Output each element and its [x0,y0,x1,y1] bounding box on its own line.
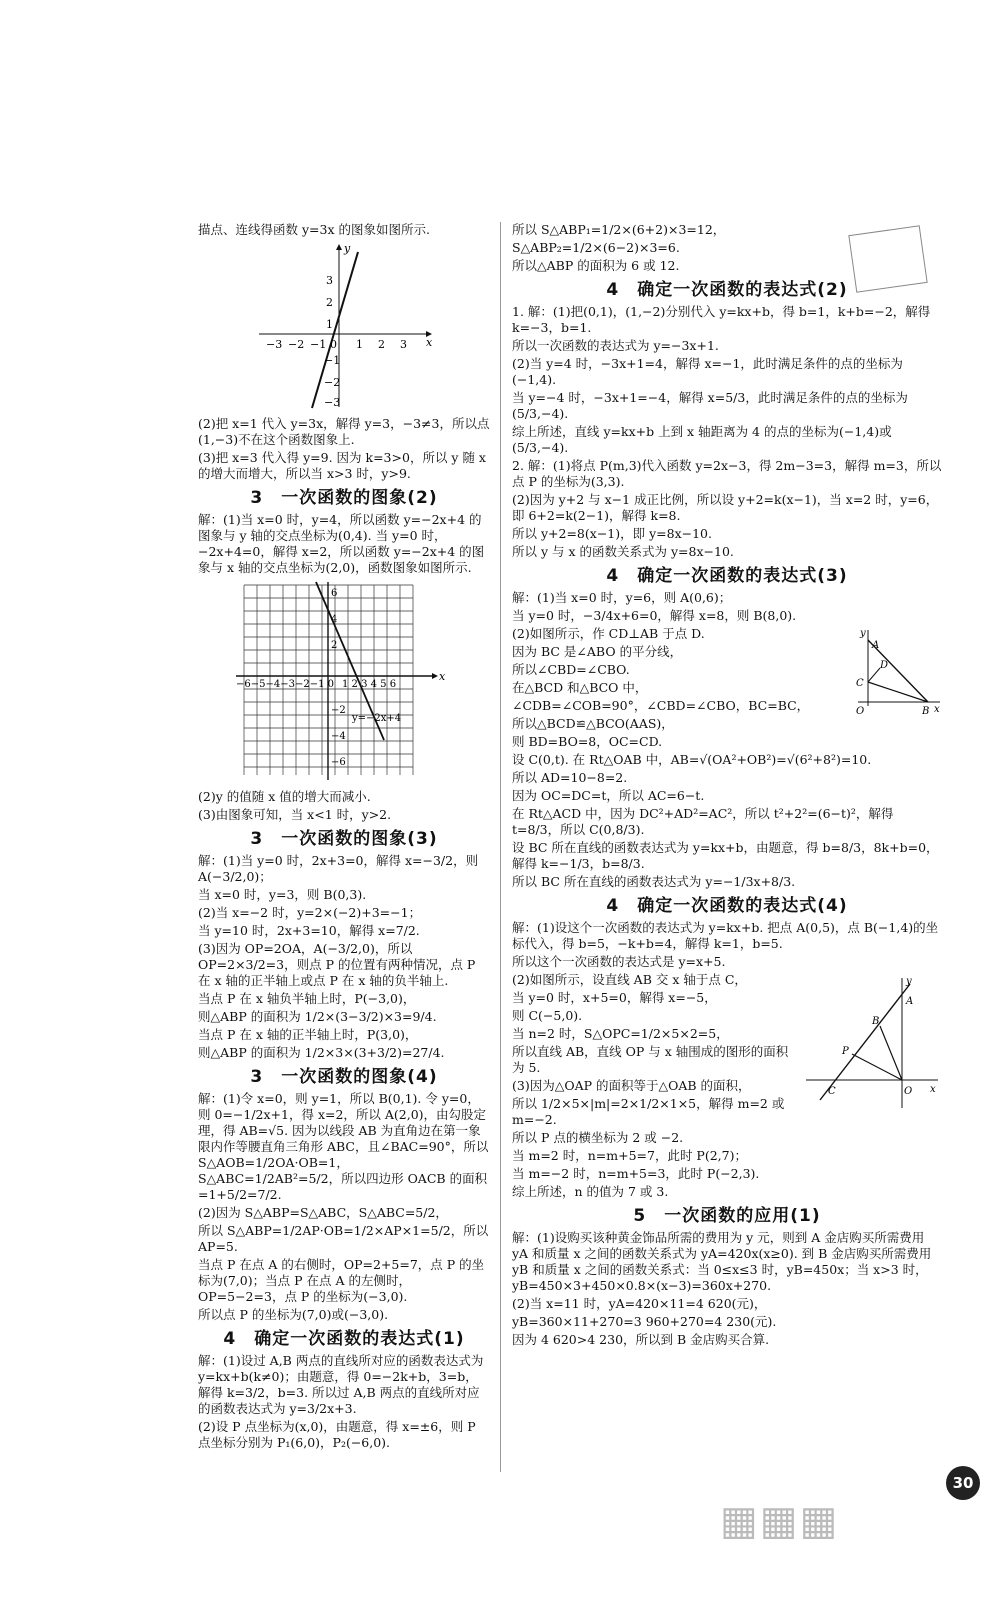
section-title-3-2: 3 一次函数的图象(2) [250,488,438,508]
c5: 则 C(−5,0). [512,1008,583,1023]
stamp-image [848,225,927,292]
s2-l5: (3)因为 OP=2OA，A(−3/2,0)，所以 OP=2×3/2=3，则点 P 的位置有两种情况，点 P 在 x 轴的正半轴上或点 P 在 x 轴的负半轴上. [198,941,476,988]
svg-text:−2: −2 [288,338,305,351]
svg-text:−2: −2 [324,376,341,389]
s1-p1: 解：(1)当 x=0 时，y=4，所以函数 y=−2x+4 的图象与 y 轴的交点坐标为(0,4). 当 y=0 时，−2x+4=0，解得 x=2，所以函数 y=−2x+4 的图象与 x 轴的交点坐标为(2,0)，函数图象如图所示. [198,512,485,575]
p1-3: (3)把 x=3 代入得 y=9. 因为 k=3>0，所以 y 随 x 的增大而增大，所以当 x>3 时，y>9. [198,450,486,481]
a3: (2)当 y=4 时，−3x+1=4，解得 x=−1，此时满足条件的点的坐标为(−1,4). [512,356,903,387]
svg-text:C: C [856,678,864,689]
d3: yB=360×11+270=3 960+270=4 230(元). [512,1314,777,1329]
a6: 2. 解：(1)将点 P(m,3)代入函数 y=2x−3，得 2m−3=3，解得 m=3，所以点 P 的坐标为(3,3). [512,458,942,489]
d1: 解：(1)设购买该种黄金饰品所需的费用为 y 元，则到 A 金店购买所需费用 yA 和质量 x 之间的函数关系式为 yA=420x(x≥0). 到 B 金店购买所需费用 yB 和质量 x 之间的函数关系式：当 0≤x≤3 时，yB=450x；当 x>3 时，yB=450×3+450×0.8×(x−3)=360x+270. [512,1230,932,1293]
svg-text:6: 6 [331,588,338,599]
svg-text:A: A [872,640,880,651]
s3-l5: 所以点 P 的坐标为(7,0)或(−3,0). [198,1307,389,1322]
t1: 所以 S△ABP₁=1/2×(6+2)×3=12， [512,222,726,237]
s2-l9: 则△ABP 的面积为 1/2×3×(3+3/2)=27/4. [198,1045,445,1060]
b2: 当 y=0 时，−3/4x+6=0，解得 x=8，则 B(8,0). [512,608,797,623]
svg-text:2: 2 [378,338,385,351]
c6: 当 n=2 时，S△OPC=1/2×5×2=5， [512,1026,729,1041]
t3: 所以△ABP 的面积为 6 或 12. [512,258,680,273]
svg-text:−4: −4 [331,731,346,742]
svg-text:0: 0 [330,338,337,351]
s3-l3: 所以 S△ABP=1/2AP·OB=1/2×AP×1=5/2，所以 AP=5. [198,1223,489,1254]
svg-text:O: O [904,1086,913,1097]
svg-text:1: 1 [356,338,363,351]
svg-text:3: 3 [326,274,333,287]
a7: (2)因为 y+2 与 x−1 成正比例，所以设 y+2=k(x−1)，当 x=2 时，y=6，即 6+2=k(2−1)，解得 k=8. [512,492,939,523]
svg-text:x: x [426,336,433,349]
t2: S△ABP₂=1/2×(6−2)×3=6. [512,240,680,255]
svg-text:1: 1 [326,318,333,331]
a1: 1. 解：(1)把(0,1)，(1,−2)分别代入 y=kx+b，得 b=1，k+b=−2，解得 k=−3，b=1. [512,304,931,335]
svg-text:A: A [906,996,914,1007]
c7: 所以直线 AB，直线 OP 与 x 轴围成的图形的面积为 5. [512,1044,789,1075]
c11: 当 m=2 时，n=m+5=7，此时 P(2,7)； [512,1148,747,1163]
b15: 所以 BC 所在直线的函数表达式为 y=−1/3x+8/3. [512,874,796,889]
b6: 在△BCD 和△BCO 中， [512,680,648,695]
section-title-4-2: 4 确定一次函数的表达式(2) [606,280,848,300]
svg-text:2: 2 [326,296,333,309]
s2-l2: 当 x=0 时，y=3，则 B(0,3). [198,887,367,902]
svg-text:x: x [439,670,446,683]
b12: 因为 OC=DC=t，所以 AC=6−t. [512,788,705,803]
s2-l1: 解：(1)当 y=0 时，2x+3=0，解得 x=−3/2，则 A(−3/2,0)； [198,853,479,884]
c8: (3)因为△OAP 的面积等于△OAB 的面积， [512,1078,751,1093]
a4: 当 y=−4 时，−3x+1=−4，解得 x=5/3，此时满足条件的点的坐标为(5/3,−4). [512,390,908,421]
b11: 所以 AD=10−8=2. [512,770,628,785]
c3: (2)如图所示，设直线 AB 交 x 轴于点 C， [512,972,747,987]
figure-lines-ab-op [802,974,942,1114]
svg-text:P: P [842,1046,849,1057]
svg-text:−3: −3 [266,338,283,351]
graph-y-neg2x-plus4 [234,580,454,785]
svg-text:−2: −2 [331,705,346,716]
b13: 在 Rt△ACD 中，因为 DC²+AD²=AC²，所以 t²+2²=(6−t)²，解得 t=8/3，所以 C(0,8/3). [512,806,894,837]
c13: 综上所述，n 的值为 7 或 3. [512,1184,669,1199]
a2: 所以一次函数的表达式为 y=−3x+1. [512,338,719,353]
b14: 设 BC 所在直线的函数表达式为 y=kx+b，由题意，得 b=8/3，8k+b=0，解得 k=−1/3，b=8/3. [512,840,939,871]
s3-l2: (2)因为 S△ABP=S△ABC，S△ABC=5/2， [198,1205,448,1220]
right-column [512,222,942,1350]
intro-text: 描点、连线得函数 y=3x 的图象如图所示. [198,222,430,237]
section-title-4-3: 4 确定一次函数的表达式(3) [606,566,848,586]
s3-l1: 解：(1)令 x=0，则 y=1，所以 B(0,1). 令 y=0，则 0=−1/2x+1，得 x=2，所以 A(2,0)，由勾股定理，得 AB=√5. 因为以线段 AB 为直角边在第一象限内作等腰直角三角形 ABC，且∠BAC=90°，所以 S△AOB=1/2OA·OB=1，S△ABC=1/2AB²=5/2，所以四边形 OACB 的面积=1+5/2=7/2. [198,1091,489,1202]
svg-text:x: x [930,1084,936,1095]
s4-l1: 解：(1)设过 A,B 两点的直线所对应的函数表达式为 y=kx+b(k≠0)；由题意，得 0=−2k+b，3=b，解得 k=3/2，b=3. 所以过 A,B 两点的直线所对应的函数表达式为 y=3/2x+3. [198,1353,484,1416]
c4: 当 y=0 时，x+5=0，解得 x=−5， [512,990,717,1005]
s2-l3: (2)当 x=−2 时，y=2×(−2)+3=−1； [198,905,422,920]
c10: 所以 P 点的横坐标为 2 或 −2. [512,1130,684,1145]
svg-text:x: x [934,704,940,715]
d2: (2)当 x=11 时，yA=420×11=4 620(元)， [512,1296,767,1311]
s2-l4: 当 y=10 时，2x+3=10，解得 x=7/2. [198,923,420,938]
svg-text:y: y [906,976,912,987]
b10: 设 C(0,t). 在 Rt△OAB 中，AB=√(OA²+OB²)=√(6²+8²)=10. [512,752,872,767]
s1-p2: (2)y 的值随 x 值的增大而减小. [198,789,371,804]
a5: 综上所述，直线 y=kx+b 上到 x 轴距离为 4 的点的坐标为(−1,4)或(5/3,−4). [512,424,892,455]
s2-l8: 当点 P 在 x 轴的正半轴上时，P(3,0)， [198,1027,418,1042]
s4-l2: (2)设 P 点坐标为(x,0)，由题意，得 x=±6，则 P 点坐标分别为 P₁(6,0)，P₂(−6,0). [198,1419,476,1450]
svg-text:−1: −1 [324,354,341,367]
s3-l4: 当点 P 在点 A 的右侧时，OP=2+5=7，点 P 的坐标为(7,0)；当点 P 在点 A 的左侧时，OP=5−2=3，点 P 的坐标为(−3,0). [198,1257,485,1304]
section-title-4-4: 4 确定一次函数的表达式(4) [606,896,848,916]
c1: 解：(1)设这个一次函数的表达式为 y=kx+b. 把点 A(0,5)，点 B(−1,4)的坐标代入，得 b=5，−k+b=4，解得 k=1，b=5. [512,920,939,951]
b1: 解：(1)当 x=0 时，y=6，则 A(0,6)； [512,590,732,605]
column-divider [500,222,501,1472]
s2-l6: 当点 P 在 x 轴负半轴上时，P(−3,0)， [198,991,416,1006]
b9: 则 BD=BO=8，OC=CD. [512,734,663,749]
figure-triangle-oab [852,628,942,718]
svg-text:B: B [922,706,930,717]
section-title-4-1: 4 确定一次函数的表达式(1) [223,1329,465,1349]
b7: ∠CDB=∠COB=90°，∠CBD=∠CBO，BC=BC， [512,698,810,713]
svg-text:2: 2 [331,640,338,651]
section-title-3-3: 3 一次函数的图象(3) [250,829,438,849]
graph2-line-label: y=−2x+4 [352,713,402,724]
svg-text:y: y [344,242,351,255]
svg-text:y: y [860,628,866,639]
svg-text:O: O [856,706,865,717]
a8: 所以 y+2=8(x−1)，即 y=8x−10. [512,526,712,541]
b4: 因为 BC 是∠ABO 的平分线， [512,644,683,659]
svg-text:D: D [880,660,889,671]
s1-p3: (3)由图象可知，当 x<1 时，y>2. [198,807,392,822]
section-title-3-4: 3 一次函数的图象(4) [250,1067,438,1087]
section-title-5-1: 5 一次函数的应用(1) [633,1206,821,1226]
svg-text:4: 4 [331,614,338,625]
svg-text:−6: −6 [331,757,346,768]
left-column [198,222,490,1453]
svg-text:−3: −3 [324,396,341,409]
svg-text:B: B [872,1016,880,1027]
c9: 所以 1/2×5×|m|=2×1/2×1×5，解得 m=2 或 m=−2. [512,1096,785,1127]
svg-text:−1: −1 [310,338,327,351]
b3: (2)如图所示，作 CD⊥AB 于点 D. [512,626,705,641]
graph-y-3x [254,242,434,412]
page-number: 30 [946,1466,980,1500]
d4: 因为 4 620>4 230，所以到 B 金店购买合算. [512,1332,770,1347]
svg-text:3: 3 [400,338,407,351]
c2: 所以这个一次函数的表达式是 y=x+5. [512,954,726,969]
b8: 所以△BCD≌△BCO(AAS)， [512,716,674,731]
b5: 所以∠CBD=∠CBO. [512,662,630,677]
svg-text:−6−5−4−3−2−1 0: −6−5−4−3−2−1 0 [236,679,334,690]
a9: 所以 y 与 x 的函数关系式为 y=8x−10. [512,544,734,559]
s2-l7: 则△ABP 的面积为 1/2×(3−3/2)×3=9/4. [198,1009,437,1024]
svg-text:1 2 3 4 5 6: 1 2 3 4 5 6 [342,679,397,690]
c12: 当 m=−2 时，n=m+5=3，此时 P(−2,3). [512,1166,760,1181]
p1-2: (2)把 x=1 代入 y=3x，解得 y=3，−3≠3，所以点(1,−3)不在这个函数图象上. [198,416,490,447]
svg-text:C: C [828,1086,836,1097]
watermark-logo: ▦▦▦ [720,1498,840,1544]
